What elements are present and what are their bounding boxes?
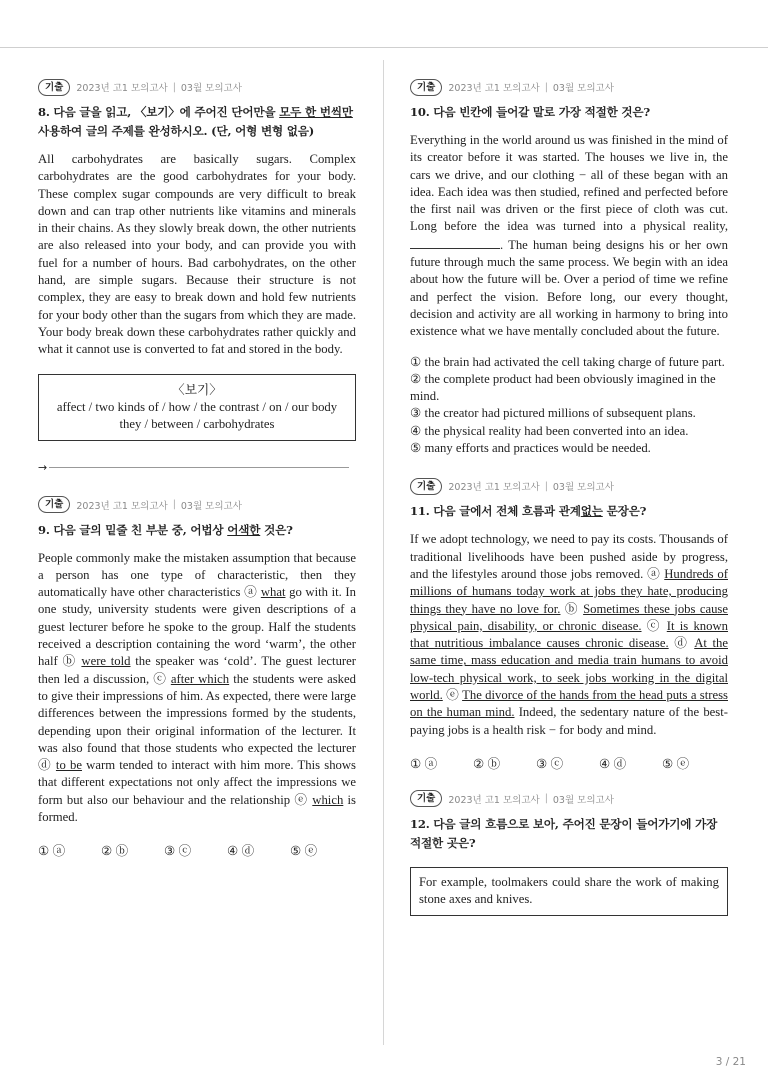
q10-source-year: 2023년 고1 모의고사 [448, 83, 540, 94]
source-separator: | [544, 81, 548, 93]
q11-underline-b: Sometimes these jobs cause physical pain, disability, or chronic disease. [410, 601, 729, 633]
right-column [410, 78, 728, 916]
q10-choice-4[interactable]: ④ the physical reality had been converted into an idea. [410, 423, 689, 438]
q11-choice-1[interactable]: ① ⓐ [410, 756, 438, 771]
q9-source [38, 496, 356, 514]
question-10 [410, 78, 728, 457]
q9-title-underlined: 어색한 [227, 522, 261, 537]
q9-choice-1[interactable]: ① ⓐ [38, 844, 66, 859]
q10-source-month: 03월 모의고사 [552, 83, 614, 94]
q11-choices [410, 753, 728, 772]
question-8 [38, 78, 356, 474]
q8-word-box [38, 374, 356, 441]
q9-choices [38, 840, 356, 859]
q11-source-year: 2023년 고1 모의고사 [448, 482, 540, 494]
q11-underline-c: It is known that nutritious imbalance causes chronic disease. [410, 618, 729, 651]
q9-choice-5[interactable]: ⑤ ⓔ [290, 844, 318, 859]
question-11 [410, 477, 728, 772]
q9-passage: People commonly make the mistaken assumption that because a person has one type of characteristic, then they automatically have other characteristics ⓐ what go with it. In one study, university students were given descriptions of a guest lecturer before he spoke to the group. Half the students received a description containing the word ‘warm’, the other half ⓑ were told the speaker was ‘cold’. The guest lecturer then led a discussion, ⓒ after which the students were asked to give their impressions of him. As expected, there were large differences between the impressions formed by the students, depending upon their original information of the lecturer. It was also found that those students who expected the lecturer ⓓ to be warm tended to interact with him more. This shows that different expectations not only affect the impressions we form but also our behaviour and the relationship ⓔ which is formed. [38, 550, 356, 825]
q10-choice-3[interactable]: ③ the creator had pictured millions of subsequent plans. [410, 406, 696, 421]
source-separator: | [544, 793, 548, 805]
q10-blank [410, 236, 500, 249]
q12-badge: 기출 [410, 790, 442, 807]
source-separator: | [172, 499, 176, 511]
q9-source-year: 2023년 고1 모의고사 [76, 500, 168, 512]
q8-source [38, 78, 356, 96]
q10-choices [410, 354, 728, 458]
q9-title-part: 9. 다음 글의 밑줄 친 부분 중, 어법상 [38, 522, 228, 537]
header-rule [0, 47, 768, 48]
answer-blank [49, 466, 349, 468]
q9-choice-3[interactable]: ③ ⓒ [164, 844, 192, 859]
q9-source-month: 03월 모의고사 [180, 500, 242, 512]
q11-choice-3[interactable]: ③ ⓒ [536, 756, 564, 771]
q11-source-month: 03월 모의고사 [552, 482, 614, 494]
q9-underline-a: what [260, 585, 286, 600]
page-number: 3 / 21 [715, 1056, 746, 1068]
q11-choice-5[interactable]: ⑤ ⓔ [662, 756, 690, 771]
q9-underline-e: which [312, 792, 344, 807]
q10-badge: 기출 [410, 79, 442, 96]
q11-underline-a: Hundreds of millions of humans today work at jobs they hate, producing things they have no love for. [410, 566, 728, 616]
q11-passage: If we adopt technology, we need to pay its costs. Thousands of traditional livelihoods have been pushed aside by progress, and the lifestyles around those jobs removed. ⓐ Hundreds of millions of humans today work at jobs they hate, producing things they have no love for. ⓑ Sometimes these jobs cause physical pain, disability, or chronic disease. ⓒ It is known that nutritious imbalance causes chronic disease. ⓓ At the same time, mass education and media train humans to avoid low-tech physical work, to seek jobs working in the digital world. ⓔ The divorce of the hands from the head puts a stress on the human mind. Indeed, the sedentary nature of the best-paying jobs is a health risk − for body and mind. [410, 532, 729, 737]
question-9 [38, 496, 356, 860]
q11-underline-d: At the same time, mass education and media train humans to avoid low-tech physical work, to seek jobs working in the digital world. [410, 636, 728, 703]
q8-box-title: 〈보기〉 [172, 382, 222, 397]
source-separator: | [544, 480, 548, 492]
q8-title-part: 사용하여 글의 주제를 완성하시오. (단, 어형 변형 없음) [38, 124, 315, 138]
q11-choice-4[interactable]: ④ ⓓ [599, 756, 627, 771]
q12-title: 12. 다음 글의 흐름으로 보아, 주어진 문장이 들어가기에 가장 적절한 곳은? [410, 816, 718, 850]
q11-title-underlined: 없는 [580, 504, 603, 519]
q11-badge: 기출 [410, 478, 442, 495]
q9-underline-b: were told [81, 654, 131, 669]
q11-source [410, 477, 728, 495]
q8-title [38, 103, 356, 141]
q9-title-part: 것은? [260, 522, 293, 537]
q9-underline-d: to be [55, 758, 82, 773]
q8-answer-line[interactable] [38, 461, 356, 474]
question-12 [410, 790, 728, 916]
q10-choice-5[interactable]: ⑤ many efforts and practices would be needed. [410, 441, 651, 456]
q11-underline-e: The divorce of the hands from the head puts a stress on the human mind. [410, 688, 728, 720]
q10-choice-1[interactable]: ① the brain had activated the cell taking charge of future part. [410, 354, 725, 369]
q10-passage: Everything in the world around us was finished in the mind of its creator before it was started. The houses we live in, the cars we drive, and our clothing − all of these began with an idea. Each idea was then studied, refined and perfected before the first nail was driven or the first piece of cloth was cut. Long before the idea was turned into a physical reality, . The human being designs his or her own future through much the same process. We begin with an idea about how the future will be. Over a period of time we refine and perfect the vision. Before long, our every thought, decision and activity are all working in harmony to bring into existence what we have mentally concluded about the future. [410, 133, 728, 339]
q9-badge: 기출 [38, 496, 70, 513]
q9-choice-4[interactable]: ④ ⓓ [227, 844, 255, 859]
q10-source [410, 78, 728, 96]
q8-source-year: 2023년 고1 모의고사 [76, 83, 168, 94]
q11-title-part: 문장은? [602, 504, 647, 519]
q12-source [410, 790, 728, 808]
q10-title: 10. 다음 빈칸에 들어갈 말로 가장 적절한 것은? [410, 105, 651, 119]
q12-source-month: 03월 모의고사 [552, 794, 614, 806]
q9-choice-2[interactable]: ② ⓑ [101, 844, 129, 859]
q8-badge: 기출 [38, 79, 70, 96]
source-separator: | [172, 81, 176, 93]
q8-title-part: 8. 다음 글을 읽고, 〈보기〉에 주어진 단어만을 [38, 105, 280, 119]
q11-choice-2[interactable]: ② ⓑ [473, 756, 501, 771]
q8-title-underlined: 모두 한 번씩만 [279, 105, 353, 119]
q8-passage: All carbohydrates are basically sugars. Complex carbohydrates are the good carbohydrates for your body. These complex sugar compounds are very difficult to break down and can trap other nutrients like vitamins and minerals in their chains. As they slowly break down, the other nutrients are also released into your body, and can provide you with fuel for a number of hours. Bad carbohydrates, on the other hand, are simple sugars. Because their structure is not complex, they are easy to break down and hold few nutrients for your body other than the sugars from which they are made. Your body break down these carbohydrates rather quickly and what it cannot use is converted to fat and stored in the body. [38, 152, 356, 357]
q12-source-year: 2023년 고1 모의고사 [448, 794, 540, 806]
q8-box-words: affect / two kinds of / how / the contrast / on / our body they / between / carbohydrates [56, 399, 338, 431]
q11-title [410, 502, 728, 521]
q11-title-part: 11. 다음 글에서 전체 흐름과 관계 [410, 504, 581, 519]
column-divider [383, 60, 384, 1045]
q9-title [38, 521, 356, 540]
left-column [38, 78, 356, 859]
q12-given-sentence: For example, toolmakers could share the work of making stone axes and knives. [410, 867, 728, 916]
q10-choice-2[interactable]: ② the complete product had been obviously imagined in the mind. [410, 371, 716, 404]
arrow-icon: → [38, 460, 48, 474]
q9-underline-c: after which [170, 671, 230, 686]
q8-source-month: 03월 모의고사 [180, 83, 242, 94]
